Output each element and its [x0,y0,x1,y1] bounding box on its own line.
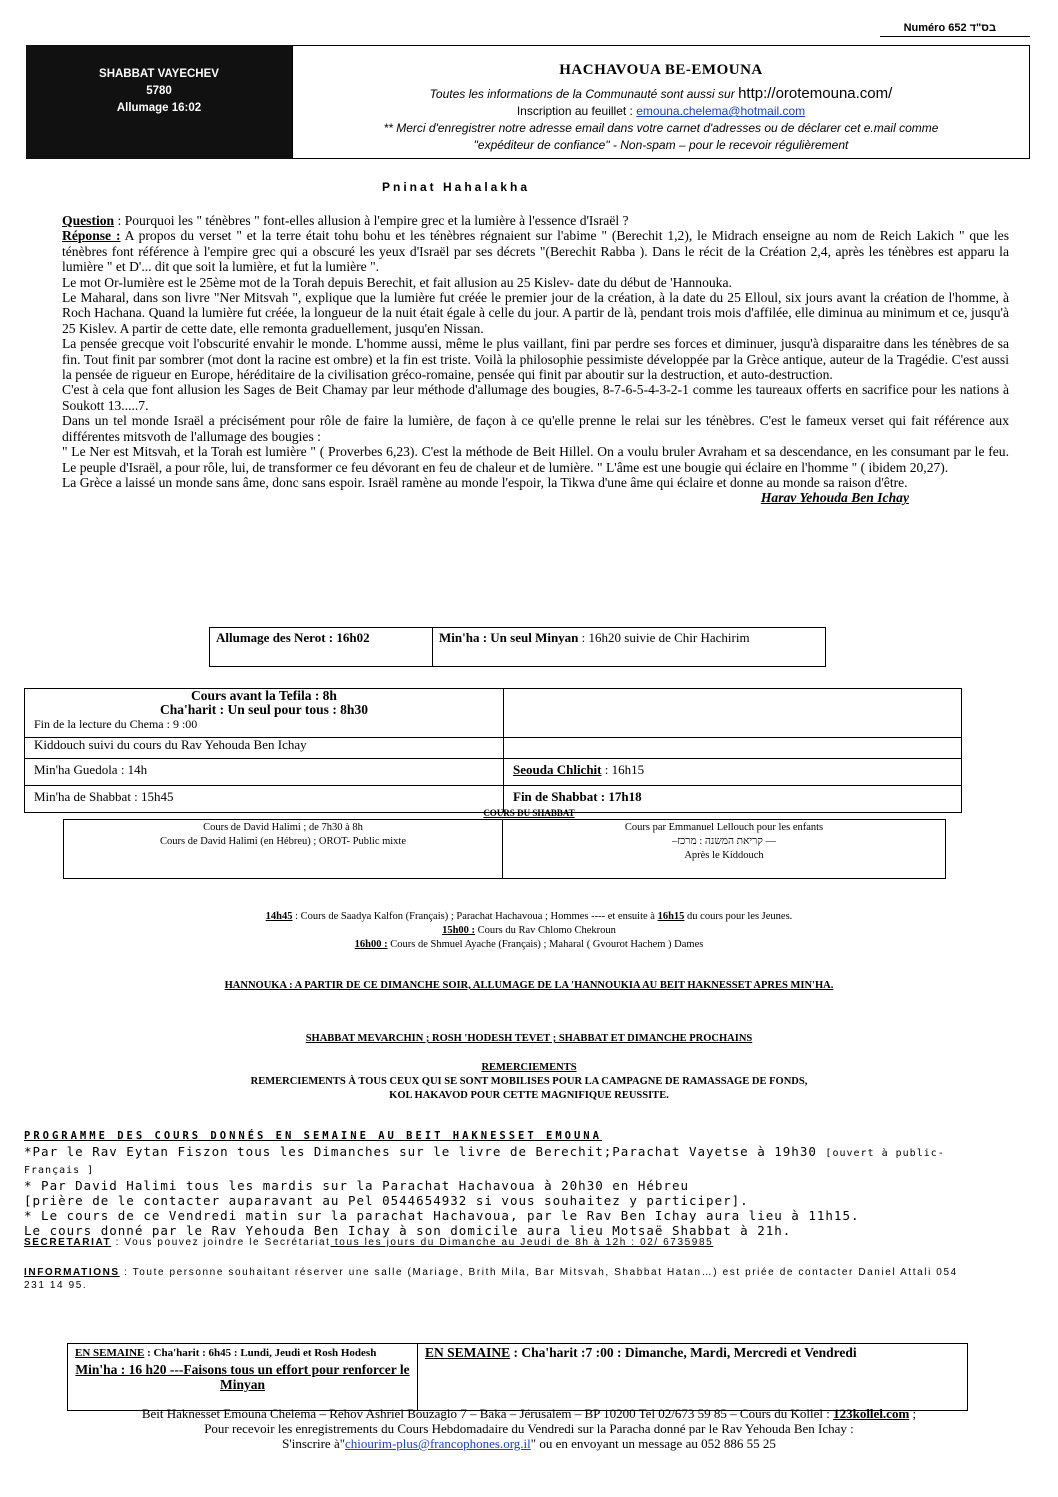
article-paragraph: " Le Ner est Mitsvah, et la Torah est lumière " ( Proverbes 6,23). C'est la méthode de Beit Hillel. On a voulu bruler Avraham et sa descendance, en les consumant par le feu. Le peuple d'Israël, a pour rôle, lui, de transformer ce feu dévorant en feu de chaleur et de lumière. " L'âme est une bougie qui éclaire en l'homme " ( ibidem 20,27). [62,444,1009,475]
weekday-left-times: : Cha'harit : 6h45 : Lundi, Jeudi et Rosh Hodesh [144,1347,377,1359]
halakha-article [62,213,1009,506]
time-1600: 16h00 : [354,939,388,950]
website-line [293,85,1029,103]
weekday-title: PROGRAMME DES COURS DONNÉS EN SEMAINE AU BEIT HAKNESSET EMOUNA [24,1130,602,1142]
time-1500: 15h00 : [442,925,476,936]
weekday-line-2: * Par David Halimi tous les mardis sur la Parachat Hachavoua à 20h30 en Hébreu [24,1178,689,1193]
secretariat-line [24,1237,974,1248]
answer-paragraph [62,228,1009,274]
afternoon-line-3 [0,939,1058,950]
footer-line-2: Pour recevoir les enregistrements du Cours Hebdomadaire du Vendredi sur la Paracha donné par le Rav Yehouda Ben Ichay : [204,1421,854,1436]
weekday-line-1 [24,1144,974,1178]
issue-number-text: Numéro 652 [903,22,967,34]
footer-phone-text: " ou en envoyant un message au 052 886 55 25 [530,1436,776,1451]
afternoon-line-2 [0,925,1058,936]
afternoon-line-1 [0,911,1058,922]
afternoon-text-2: Cours du Rav Chlomo Chekroun [475,925,616,936]
cours-shabbat-title: COURS DU SHABBAT [483,808,575,818]
mevarchin-announcement: SHABBAT MEVARCHIN ; ROSH 'HODESH TEVET ; SHABBAT ET DIMANCHE PROCHAINS [305,1033,753,1044]
hannouka-announcement: HANNOUKA : A PARTIR DE CE DIMANCHE SOIR, ALLUMAGE DE LA 'HANNOUKIA AU BEIT HAKNESSET APRES MIN'HA. [224,980,834,991]
footer-address: Beit Haknesset Emouna Chelema – Rehov Ashriel Bouzaglo 7 – Baka – Jérusalem – BP 10200 Tel 02/673 59 85 – Cours du Kollel : [141,1406,834,1421]
remerciements-line-2: KOL HAKAVOD POUR CETTE MAGNIFIQUE REUSSITE. [389,1090,669,1101]
informations-label: INFORMATIONS [24,1267,120,1278]
minha-guedola-cell: Min'ha Guedola : 14h [25,759,504,786]
weekday-program [24,1129,974,1238]
note-line-2: "expéditeur de confiance" - Non-spam – pour le recevoir régulièrement [473,138,849,152]
remerciements-title: REMERCIEMENTS [481,1062,577,1073]
weekday-line-1-note: [ouvert à public- Français ] [24,1148,945,1176]
footer [0,1406,1058,1451]
empty-cell [504,689,962,738]
cours-shabbat-table [63,819,946,879]
answer-text: A propos du verset " et la terre était tohu bohu et les ténèbres régnaient sur l'abime " (Berechit 1,2), le Midrach enseigne au nom de Reich Lakich " que les ténèbres font référence à l'empire grec qui a obscuré les yeux d'Israël par ses décrets "(Berechit Rabba ). Dans le récit de la Création 2,4, après les ténèbres est apparu la lumière " et D'... dit que soit la lumière, et fut la lumière ". [62,228,1009,275]
informations-text: : Toute personne souhaitant réserver une salle (Mariage, Brith Mila, Bar Mitsvah, Shabbat Hatan…) est priée de contacter Daniel Attali 054 231 14 95. [24,1267,958,1291]
weekday-left-cell [68,1344,418,1411]
minha-cell [433,628,826,667]
seouda-time: : 16h15 [601,762,645,777]
weekday-line-4: * Le cours de ce Vendredi matin sur la parachat Hachavoua, par le Rav Ben Ichay aura lieu à 11h15. [24,1208,860,1223]
afternoon-text-1b: du cours pour les Jeunes. [684,911,793,922]
weekday-right-label: EN SEMAINE [425,1345,511,1360]
inscription-line [293,103,1029,120]
footer-line-3 [0,1436,1058,1451]
question-text: : Pourquoi les " ténèbres " font-elles allusion à l'empire grec et la lumière à l'essence d'Israël ? [114,213,629,228]
cours-right-cell [503,820,946,879]
fin-shabbat-cell: Fin de Shabbat : 17h18 [504,786,962,813]
nerot-table [209,627,826,667]
newsletter-header [292,45,1030,159]
informations-line [24,1266,974,1292]
inscription-label: Inscription au feuillet : [516,104,633,118]
footer-subscribe-text: S'inscrire à" [282,1436,346,1451]
chema-time: Fin de la lecture du Chema : 9 :00 [34,717,198,731]
shabbat-info-box [26,45,292,159]
cours-right-1: Cours par Emmanuel Lellouch pour les enfants [624,822,824,833]
remerciements-line-1: REMERCIEMENTS À TOUS CEUX QUI SE SONT MOBILISES POUR LA CAMPAGNE DE RAMASSAGE DE FONDS, [250,1076,808,1087]
weekday-prayer-table [67,1343,968,1411]
weekday-left-text [75,1346,410,1360]
article-paragraph: La pensée grecque voit l'obscurité envahir le monde. L'homme aussi, même le plus vaillant, fini par perdre ses forces et diminuer, jusqu'à disparaitre dans les ténèbres de sa fin. Tout finit par sombrer (mot dont la racine est ombre) et la fin est triste. Voilà la philosophie pessimiste développée par la Grèce antique, auteur de la Tragédie. C'est aussi la pensée de rigueur en Europe, héréditaire de la civilisation gréco-romaine, pensée qui finit par aboutir sur la destruction, et auto-destruction. [62,336,1009,383]
shabbat-schedule-table [24,688,962,813]
hebrew-year: 5780 [146,85,172,97]
empty-cell [504,738,962,759]
cours-tefila: Cours avant la Tefila : 8h [191,688,337,703]
weekday-right-cell [418,1344,968,1411]
time-1615: 16h15 [657,911,685,922]
secretariat-label: SECRETARIAT [24,1237,112,1248]
minha-details: : 16h20 suivie de Chir Hachirim [578,630,750,645]
morning-cell [25,689,504,738]
question-paragraph [62,213,1009,228]
afternoon-text-3: Cours de Shmuel Ayache (Français) ; Maharal ( Gvourot Hachem ) Dames [387,939,704,950]
cours-left-1: Cours de David Halimi ; de 7h30 à 8h [203,822,363,833]
weekday-line-1-text: *Par le Rav Eytan Fiszon tous les Dimanches sur le livre de Berechit;Parachat Vayetse à 19h30 [24,1144,817,1159]
time-1445: 14h45 [265,911,293,922]
issue-hebrew-mark: בס"ד [969,22,996,34]
article-paragraph: Le mot Or-lumière est le 25ème mot de la Torah depuis Berechit, et fait allusion au 25 Kislev- date du début de 'Hannouka. [62,274,732,290]
chaharit-time: Cha'harit : Un seul pour tous : 8h30 [160,702,368,717]
website-link[interactable]: http://orotemouna.com/ [738,85,893,102]
footer-line-1 [0,1406,1058,1421]
minha-shabbat-cell: Min'ha de Shabbat : 15h45 [25,786,504,813]
weekday-right-times: : Cha'harit :7 :00 : Dimanche, Mardi, Mercredi et Vendredi [510,1345,857,1360]
nerot-lighting-cell: Allumage des Nerot : 16h02 [210,628,433,667]
article-paragraph: La Grèce a laissé un monde sans âme, donc sans espoir. Israël ramène au monde l'espoir, la Tikwa d'une âme qui éclaire et donne au monde sa raison d'être. [62,474,908,490]
seouda-cell [504,759,962,786]
footer-line-1-end: ; [909,1406,917,1421]
cours-right-3: Après le Kiddouch [684,850,764,861]
secretariat-hours: tous les jours du Dimanche au Jeudi de 8h à 12h : 02/ 6735985 [330,1237,714,1248]
question-label: Question [62,213,115,228]
newsletter-title: HACHAVOUA BE-EMOUNA [559,62,763,78]
cours-left-2: Cours de David Halimi (en Hébreu) ; OROT- Public mixte [159,836,407,847]
answer-label: Réponse : [62,228,121,244]
kollel-link[interactable]: 123kollel.com [833,1406,910,1421]
website-info-text: Toutes les informations de la Communauté sont aussi sur [429,87,735,101]
cours-right-2: –קריאת המשנה : מרכז — [672,836,776,847]
weekday-line-5: Le cours donné par le Rav Yehouda Ben Ichay à son domicile aura lieu Motsaë Shabbat à 21h. [24,1223,792,1238]
article-paragraph: Le Maharal, dans son livre "Ner Mitsvah ", explique que la lumière fut créée le premier jour de la création, à la date du 25 Elloul, six jours avant la création de l'homme, à Roch Hachana. Quand la lumière fut créée, la longueur de la nuit était égale à celle du jour. A partir de là, pendant trois mois d'affilée, elle diminua au minimum et ce, jusqu'à 25 Kislev. A partir de cette date, elle remonta graduellement, jusqu'en Nissan. [62,290,1009,336]
issue-number [904,22,996,34]
top-rule [880,36,1030,37]
chiourim-email-link[interactable]: chiourim-plus@francophones.org.il [345,1436,531,1451]
weekday-line-3: [prière de le contacter auparavant au Pel 0544654932 si vous souhaitez y participer]. [24,1193,749,1208]
secretariat-text: : Vous pouvez joindre le Secrétariat [115,1237,331,1248]
section-title: Pninat Hahalakha [382,180,531,194]
seouda-label: Seouda Chlichit [513,762,602,777]
cours-left-cell [64,820,503,879]
weekday-minha: Min'ha : 16 h20 ---Faisons tous un effort pour renforcer le Minyan [75,1362,410,1392]
author-signature: Harav Yehouda Ben Ichay [760,490,909,506]
article-paragraph: Dans un tel monde Israël a précisément pour rôle de faire la lumière, de façon à ce qu'elle prenne le relai sur les ténèbres. C'est le fameux verset qui fait référence aux différentes mitsvoth de l'allumage des bougies : [62,413,1009,444]
kiddouch-cell: Kiddouch suivi du cours du Rav Yehouda Ben Ichay [25,738,504,759]
parasha-name: SHABBAT VAYECHEV [99,68,219,80]
article-paragraph: C'est à cela que font allusion les Sages de Beit Chamay par leur méthode d'allumage des bougies, 8-7-6-5-4-3-2-1 comme les taureaux offerts en sacrifice pour les nations à Soukott 13.....7. [62,382,1009,413]
afternoon-text-1: : Cours de Saadya Kalfon (Français) ; Parachat Hachavoua ; Hommes ---- et ensuite à [292,911,658,922]
minha-label: Min'ha : Un seul Minyan [439,630,579,645]
note-line-1: ** Merci d'enregistrer notre adresse email dans votre carnet d'adresses ou de déclarer cet e.mail comme [383,121,939,135]
weekday-left-label: EN SEMAINE [75,1347,145,1359]
subscribe-email-link[interactable]: emouna.chelema@hotmail.com [636,104,806,118]
candle-lighting-time: Allumage 16:02 [116,102,202,114]
